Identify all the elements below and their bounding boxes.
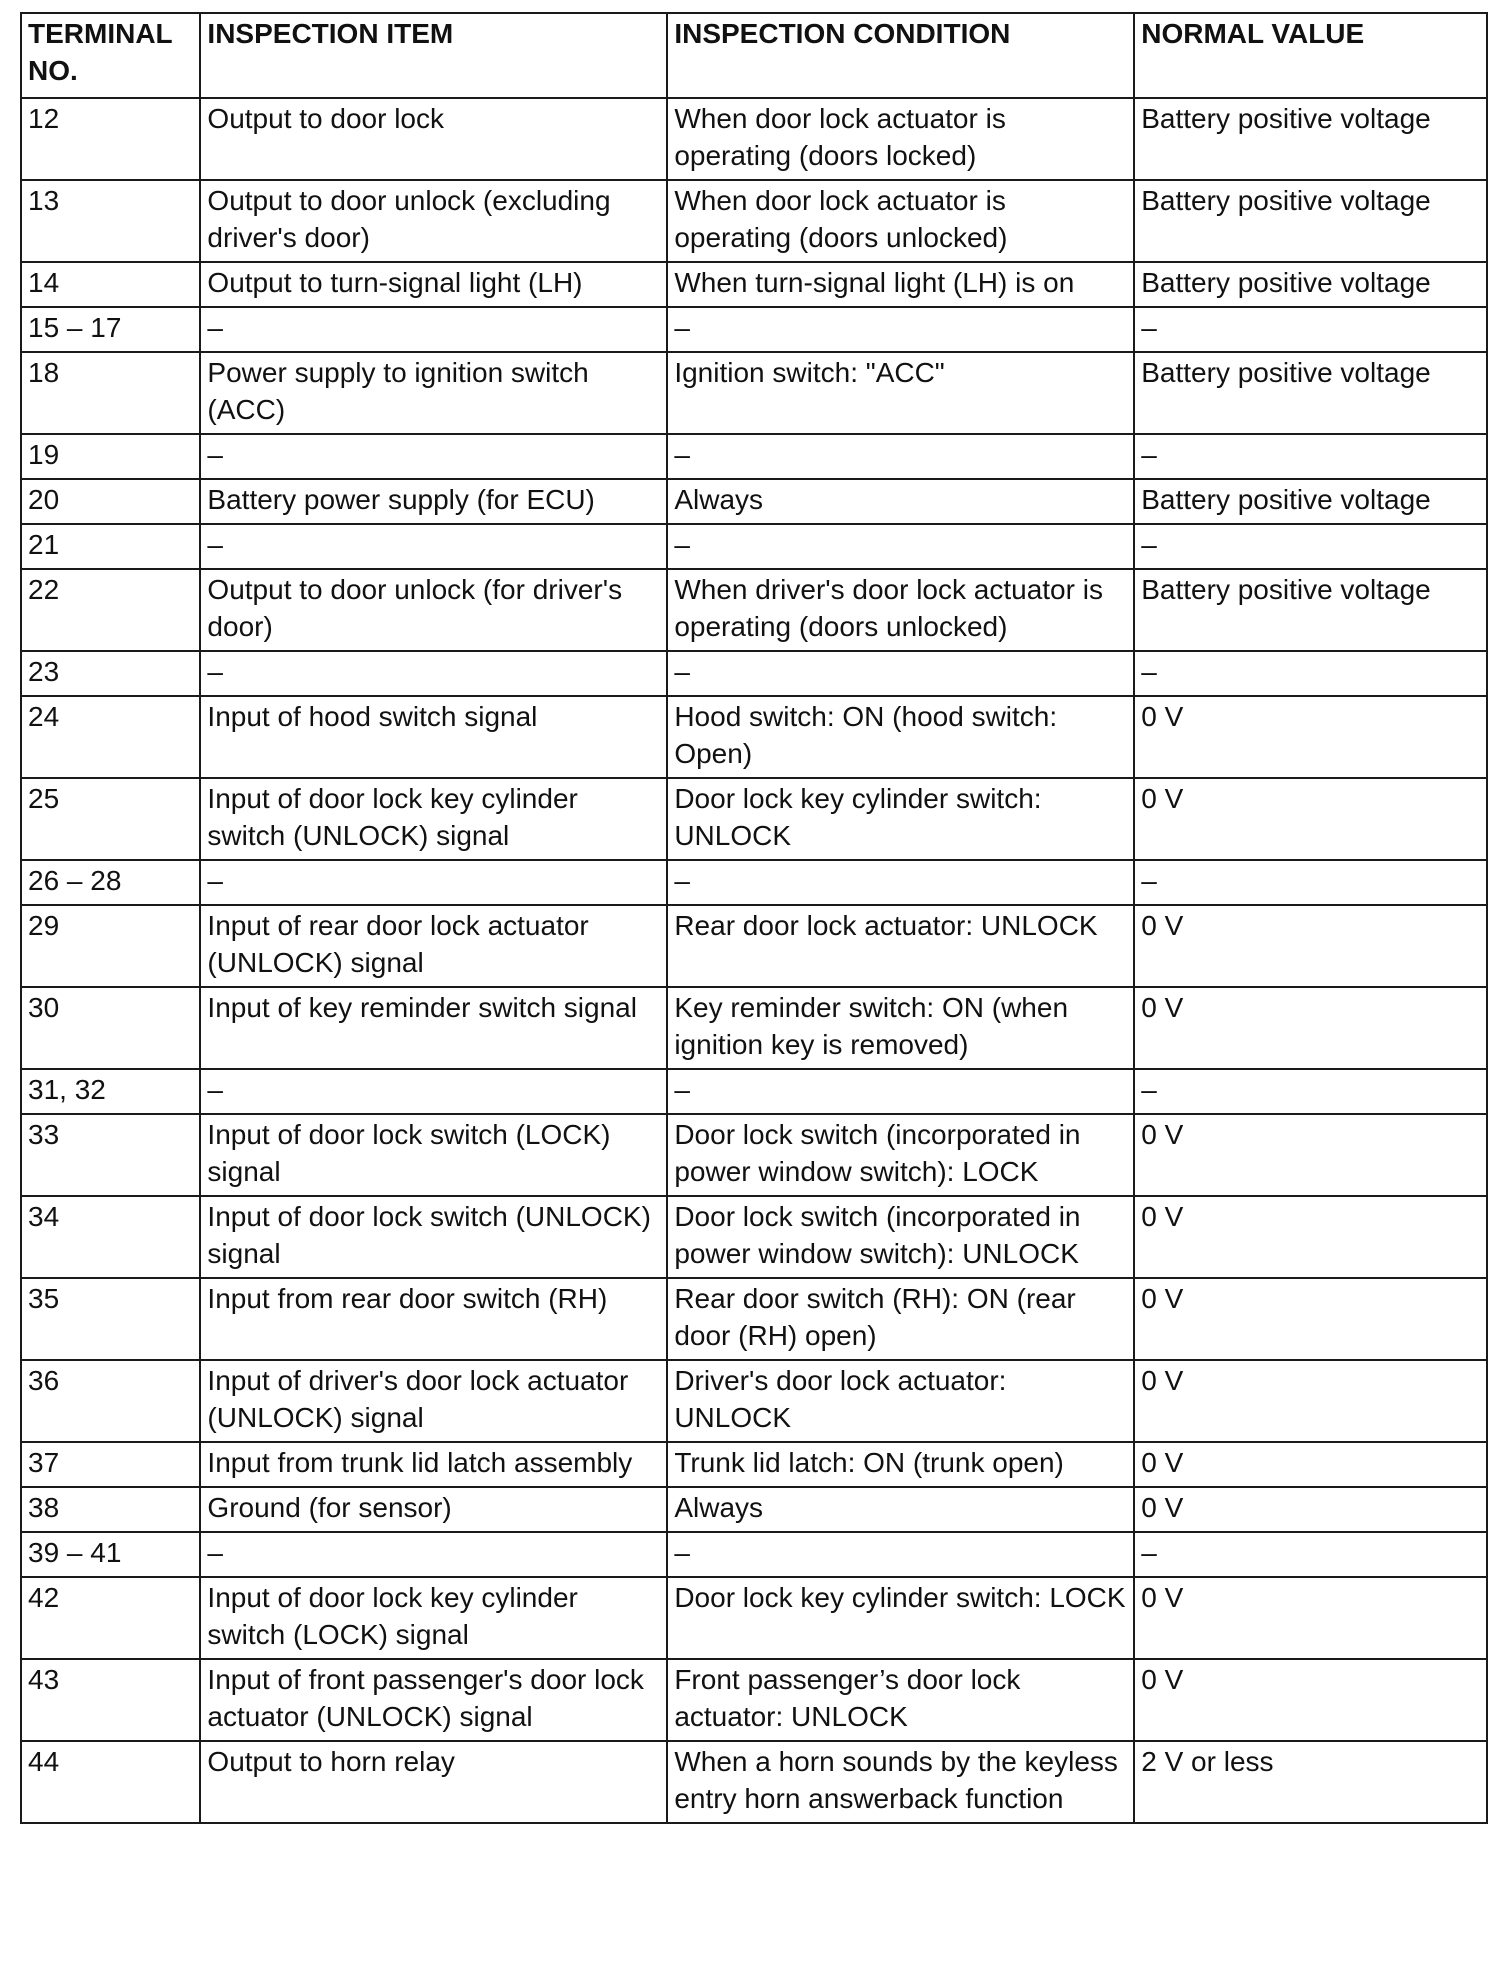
table-row xyxy=(21,651,1487,696)
cell-inspection-item: Output to horn relay xyxy=(200,1741,667,1823)
header-terminal-no: TERMINAL NO. xyxy=(21,13,200,98)
table-row xyxy=(21,696,1487,778)
cell-inspection-item: Input of front passenger's door lock actuator (UNLOCK) signal xyxy=(200,1659,667,1741)
cell-inspection-condition: – xyxy=(667,434,1134,479)
cell-inspection-item: – xyxy=(200,651,667,696)
cell-normal-value: – xyxy=(1134,1069,1487,1114)
cell-terminal-no: 20 xyxy=(21,479,200,524)
cell-normal-value: 0 V xyxy=(1134,905,1487,987)
header-row xyxy=(21,13,1487,98)
cell-terminal-no: 33 xyxy=(21,1114,200,1196)
cell-inspection-condition: Key reminder switch: ON (when ignition key is removed) xyxy=(667,987,1134,1069)
cell-inspection-condition: Rear door lock actuator: UNLOCK xyxy=(667,905,1134,987)
cell-normal-value: Battery positive voltage xyxy=(1134,180,1487,262)
cell-inspection-item: Input of hood switch signal xyxy=(200,696,667,778)
cell-inspection-condition: Always xyxy=(667,1487,1134,1532)
table-row xyxy=(21,1741,1487,1823)
cell-inspection-item: Power supply to ignition switch (ACC) xyxy=(200,352,667,434)
cell-normal-value: Battery positive voltage xyxy=(1134,479,1487,524)
inspection-table xyxy=(20,12,1488,1824)
cell-inspection-item: Input of door lock key cylinder switch (UNLOCK) signal xyxy=(200,778,667,860)
cell-inspection-item: Output to door unlock (for driver's door) xyxy=(200,569,667,651)
cell-terminal-no: 12 xyxy=(21,98,200,180)
cell-terminal-no: 44 xyxy=(21,1741,200,1823)
cell-terminal-no: 34 xyxy=(21,1196,200,1278)
cell-inspection-item: Input of rear door lock actuator (UNLOCK) signal xyxy=(200,905,667,987)
cell-normal-value: 0 V xyxy=(1134,1196,1487,1278)
cell-inspection-condition: When door lock actuator is operating (doors unlocked) xyxy=(667,180,1134,262)
cell-normal-value: 0 V xyxy=(1134,987,1487,1069)
header-normal-value: NORMAL VALUE xyxy=(1134,13,1487,98)
cell-inspection-condition: When a horn sounds by the keyless entry horn answerback function xyxy=(667,1741,1134,1823)
cell-normal-value: 0 V xyxy=(1134,1114,1487,1196)
cell-terminal-no: 38 xyxy=(21,1487,200,1532)
table-row xyxy=(21,307,1487,352)
table-row xyxy=(21,98,1487,180)
cell-inspection-condition: – xyxy=(667,860,1134,905)
cell-terminal-no: 21 xyxy=(21,524,200,569)
table-row xyxy=(21,434,1487,479)
cell-inspection-condition: – xyxy=(667,1069,1134,1114)
table-row xyxy=(21,180,1487,262)
table-row xyxy=(21,569,1487,651)
table-row xyxy=(21,1659,1487,1741)
cell-inspection-item: Input of key reminder switch signal xyxy=(200,987,667,1069)
table-row xyxy=(21,479,1487,524)
header-inspection-item: INSPECTION ITEM xyxy=(200,13,667,98)
cell-normal-value: 0 V xyxy=(1134,1487,1487,1532)
table-body xyxy=(21,98,1487,1823)
cell-inspection-condition: – xyxy=(667,651,1134,696)
cell-normal-value: – xyxy=(1134,524,1487,569)
cell-terminal-no: 18 xyxy=(21,352,200,434)
table-row xyxy=(21,987,1487,1069)
cell-inspection-condition: Door lock switch (incorporated in power window switch): LOCK xyxy=(667,1114,1134,1196)
header-inspection-condition: INSPECTION CONDITION xyxy=(667,13,1134,98)
cell-terminal-no: 37 xyxy=(21,1442,200,1487)
cell-normal-value: 0 V xyxy=(1134,1577,1487,1659)
cell-inspection-item: Input of driver's door lock actuator (UNLOCK) signal xyxy=(200,1360,667,1442)
cell-inspection-item: Battery power supply (for ECU) xyxy=(200,479,667,524)
cell-terminal-no: 23 xyxy=(21,651,200,696)
cell-inspection-condition: Trunk lid latch: ON (trunk open) xyxy=(667,1442,1134,1487)
cell-normal-value: Battery positive voltage xyxy=(1134,262,1487,307)
cell-terminal-no: 43 xyxy=(21,1659,200,1741)
cell-normal-value: Battery positive voltage xyxy=(1134,98,1487,180)
cell-inspection-condition: Driver's door lock actuator: UNLOCK xyxy=(667,1360,1134,1442)
cell-inspection-condition: Always xyxy=(667,479,1134,524)
cell-normal-value: 0 V xyxy=(1134,1360,1487,1442)
table-row xyxy=(21,1069,1487,1114)
cell-normal-value: 0 V xyxy=(1134,1442,1487,1487)
table-row xyxy=(21,1532,1487,1577)
table-row xyxy=(21,1442,1487,1487)
cell-terminal-no: 15 – 17 xyxy=(21,307,200,352)
cell-inspection-item: Input of door lock key cylinder switch (LOCK) signal xyxy=(200,1577,667,1659)
cell-terminal-no: 14 xyxy=(21,262,200,307)
cell-inspection-item: – xyxy=(200,307,667,352)
cell-inspection-item: Output to door unlock (excluding driver's door) xyxy=(200,180,667,262)
table-row xyxy=(21,1360,1487,1442)
cell-terminal-no: 29 xyxy=(21,905,200,987)
cell-inspection-condition: When door lock actuator is operating (doors locked) xyxy=(667,98,1134,180)
cell-inspection-condition: Rear door switch (RH): ON (rear door (RH) open) xyxy=(667,1278,1134,1360)
cell-normal-value: – xyxy=(1134,651,1487,696)
cell-terminal-no: 31, 32 xyxy=(21,1069,200,1114)
cell-normal-value: – xyxy=(1134,307,1487,352)
table-header xyxy=(21,13,1487,98)
cell-normal-value: 0 V xyxy=(1134,1278,1487,1360)
cell-inspection-item: Ground (for sensor) xyxy=(200,1487,667,1532)
cell-terminal-no: 36 xyxy=(21,1360,200,1442)
cell-normal-value: 0 V xyxy=(1134,778,1487,860)
cell-inspection-item: Input of door lock switch (LOCK) signal xyxy=(200,1114,667,1196)
cell-normal-value: 2 V or less xyxy=(1134,1741,1487,1823)
cell-inspection-condition: – xyxy=(667,1532,1134,1577)
table-row xyxy=(21,1487,1487,1532)
cell-inspection-condition: When turn-signal light (LH) is on xyxy=(667,262,1134,307)
table-row xyxy=(21,1577,1487,1659)
cell-inspection-condition: – xyxy=(667,524,1134,569)
table-row xyxy=(21,524,1487,569)
cell-inspection-condition: Door lock key cylinder switch: UNLOCK xyxy=(667,778,1134,860)
cell-inspection-item: – xyxy=(200,434,667,479)
cell-inspection-condition: Ignition switch: "ACC" xyxy=(667,352,1134,434)
cell-inspection-item: Output to turn-signal light (LH) xyxy=(200,262,667,307)
cell-inspection-item: Input from rear door switch (RH) xyxy=(200,1278,667,1360)
cell-terminal-no: 42 xyxy=(21,1577,200,1659)
cell-normal-value: – xyxy=(1134,434,1487,479)
cell-terminal-no: 30 xyxy=(21,987,200,1069)
cell-terminal-no: 25 xyxy=(21,778,200,860)
table-row xyxy=(21,905,1487,987)
table-row xyxy=(21,262,1487,307)
cell-normal-value: – xyxy=(1134,1532,1487,1577)
cell-terminal-no: 19 xyxy=(21,434,200,479)
cell-inspection-item: – xyxy=(200,1069,667,1114)
cell-inspection-condition: Front passenger’s door lock actuator: UNLOCK xyxy=(667,1659,1134,1741)
cell-terminal-no: 39 – 41 xyxy=(21,1532,200,1577)
cell-inspection-condition: Door lock key cylinder switch: LOCK xyxy=(667,1577,1134,1659)
table-row xyxy=(21,1196,1487,1278)
table-row xyxy=(21,352,1487,434)
cell-normal-value: Battery positive voltage xyxy=(1134,569,1487,651)
cell-inspection-condition: Door lock switch (incorporated in power window switch): UNLOCK xyxy=(667,1196,1134,1278)
cell-inspection-item: – xyxy=(200,1532,667,1577)
cell-inspection-condition: Hood switch: ON (hood switch: Open) xyxy=(667,696,1134,778)
cell-inspection-condition: When driver's door lock actuator is operating (doors unlocked) xyxy=(667,569,1134,651)
table-row xyxy=(21,1114,1487,1196)
table-row xyxy=(21,1278,1487,1360)
cell-normal-value: – xyxy=(1134,860,1487,905)
cell-terminal-no: 26 – 28 xyxy=(21,860,200,905)
cell-inspection-item: Input of door lock switch (UNLOCK) signal xyxy=(200,1196,667,1278)
cell-inspection-item: Output to door lock xyxy=(200,98,667,180)
cell-inspection-item: Input from trunk lid latch assembly xyxy=(200,1442,667,1487)
cell-inspection-condition: – xyxy=(667,307,1134,352)
cell-terminal-no: 13 xyxy=(21,180,200,262)
table-row xyxy=(21,860,1487,905)
cell-terminal-no: 35 xyxy=(21,1278,200,1360)
cell-normal-value: Battery positive voltage xyxy=(1134,352,1487,434)
cell-normal-value: 0 V xyxy=(1134,1659,1487,1741)
cell-inspection-item: – xyxy=(200,860,667,905)
cell-terminal-no: 22 xyxy=(21,569,200,651)
cell-inspection-item: – xyxy=(200,524,667,569)
cell-normal-value: 0 V xyxy=(1134,696,1487,778)
cell-terminal-no: 24 xyxy=(21,696,200,778)
table-row xyxy=(21,778,1487,860)
